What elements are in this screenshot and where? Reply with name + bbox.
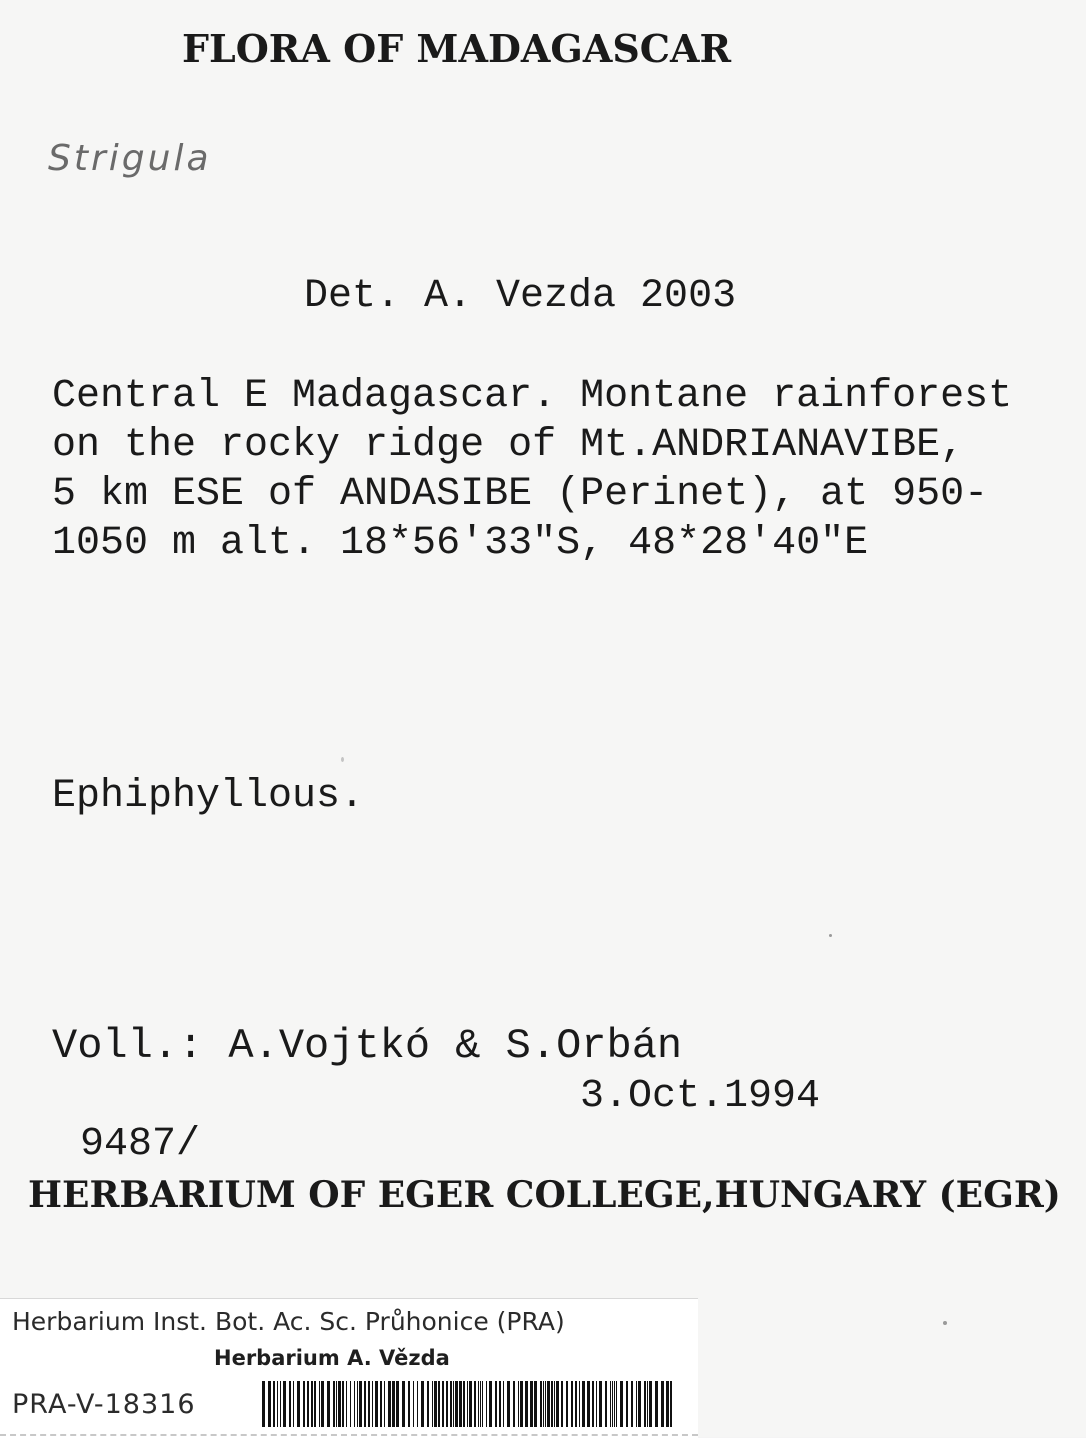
scan-speck bbox=[341, 757, 344, 762]
locality-line: 5 km ESE of ANDASIBE (Perinet), at 950- bbox=[52, 472, 989, 517]
determination-line: Det. A. Vezda 2003 bbox=[304, 274, 737, 319]
collectors-line: Voll.: A.Vojtkó & S.Orbán bbox=[52, 1022, 683, 1070]
substrate-note: Ephiphyllous. bbox=[52, 774, 365, 819]
scan-speck bbox=[829, 934, 832, 937]
label-header: FLORA OF MADAGASCAR bbox=[182, 26, 732, 71]
herbarium-line: HERBARIUM OF EGER COLLEGE,HUNGARY (EGR) bbox=[28, 1174, 1061, 1216]
barcode bbox=[262, 1381, 674, 1427]
stamp-dashed-border bbox=[0, 1434, 698, 1436]
collection-date: 3.Oct.1994 bbox=[580, 1074, 821, 1119]
collection-number: 9487/ bbox=[80, 1122, 201, 1167]
locality-line: on the rocky ridge of Mt.ANDRIANAVIBE, bbox=[52, 423, 965, 468]
scan-speck bbox=[943, 1321, 947, 1325]
herbarium-stamp bbox=[0, 1298, 698, 1438]
locality-block bbox=[52, 372, 1072, 568]
locality-line: 1050 m alt. 18*56'33"S, 48*28'40"E bbox=[52, 521, 869, 566]
catalog-id: PRA-V-18316 bbox=[12, 1389, 196, 1420]
stamp-collection: Herbarium A. Vězda bbox=[214, 1346, 450, 1370]
stamp-institution: Herbarium Inst. Bot. Ac. Sc. Průhonice (PRA) bbox=[12, 1307, 565, 1336]
handwritten-genus-name: Strigula bbox=[48, 138, 212, 179]
locality-line: Central E Madagascar. Montane rainforest bbox=[52, 374, 1013, 419]
